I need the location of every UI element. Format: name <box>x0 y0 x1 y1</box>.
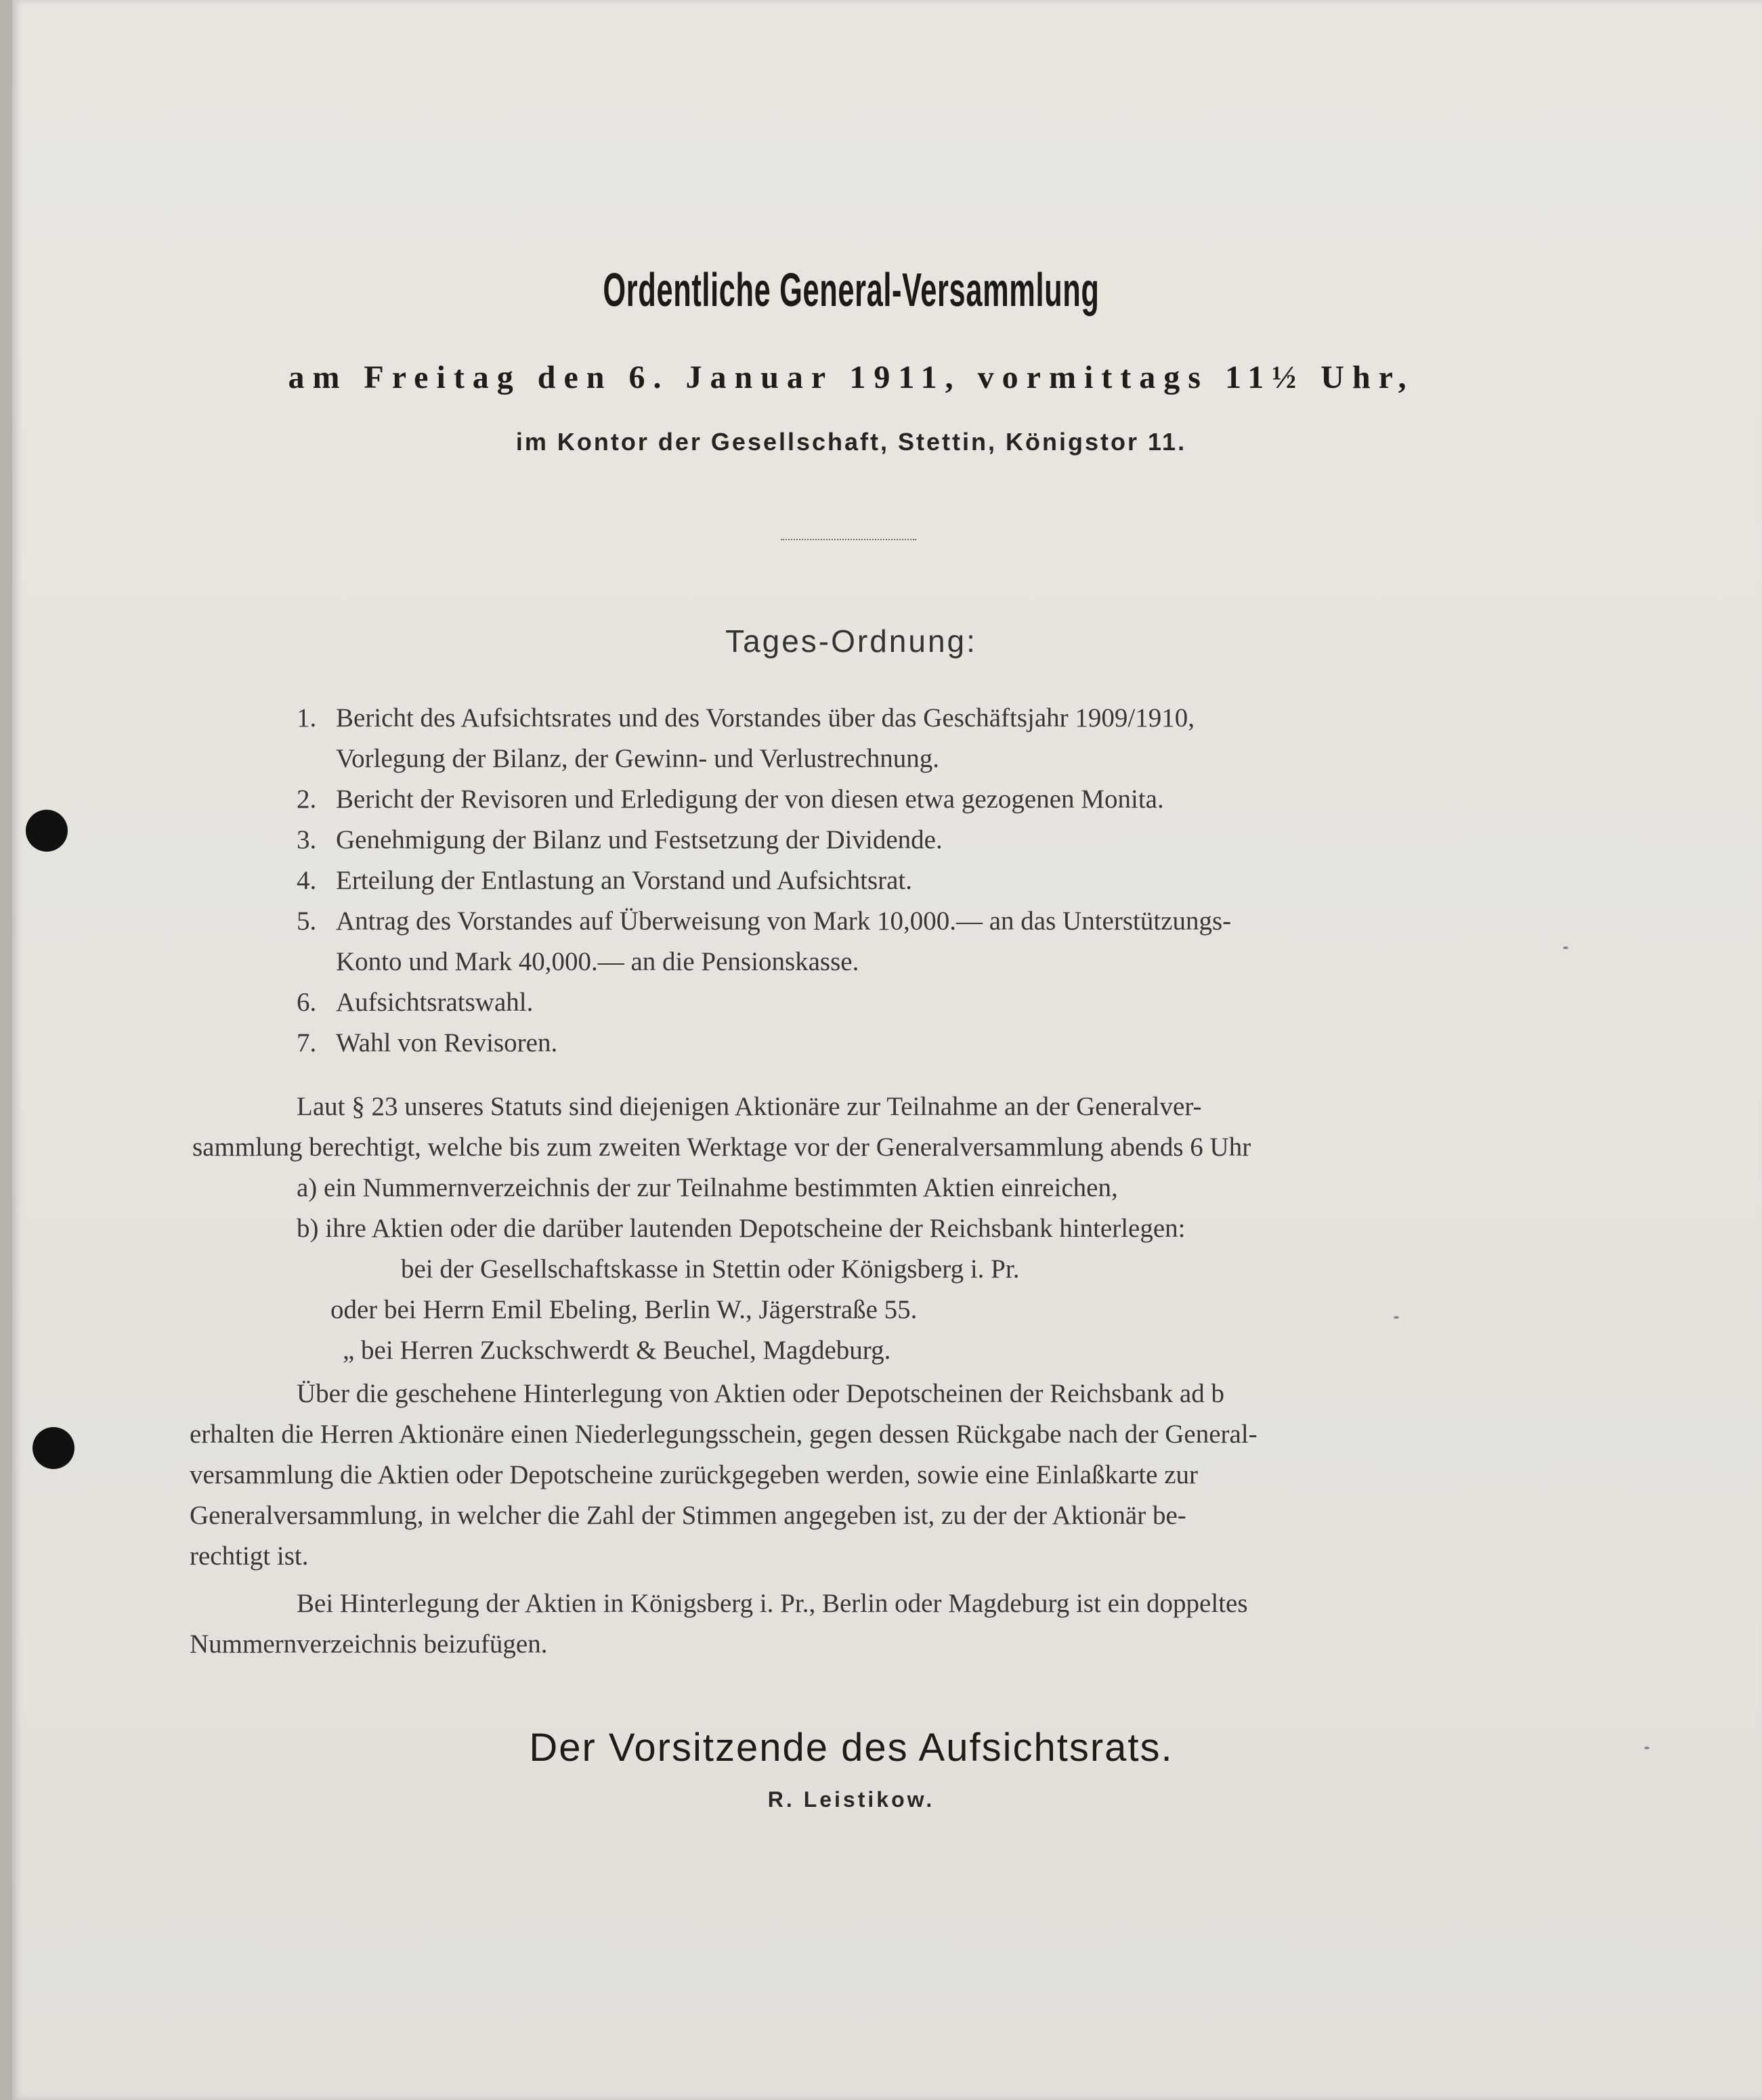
signature-role: Der Vorsitzende des Aufsichtsrats. <box>529 1726 1174 1770</box>
paragraph-line: oder bei Herrn Emil Ebeling, Berlin W., Jägerstraße 55. <box>330 1295 918 1324</box>
paragraph-line: Nummernverzeichnis beizufügen. <box>190 1629 548 1659</box>
document-title: Ordentliche General-Versammlung <box>603 263 1100 316</box>
ornamental-divider <box>781 535 916 540</box>
paragraph-line: Laut § 23 unseres Statuts sind diejenigen Aktionäre zur Teilnahme an der Generalver- <box>297 1092 1202 1121</box>
paragraph-line: sammlung berechtigt, welche bis zum zweiten Werktage vor der Generalversammlung abends 6 Uhr <box>192 1133 1251 1162</box>
agenda-number: 6. <box>297 988 317 1017</box>
agenda-number: 2. <box>297 785 317 814</box>
meeting-location-line: im Kontor der Gesellschaft, Stettin, Königstor 11. <box>515 428 1187 456</box>
paper-speck <box>1563 946 1568 949</box>
paragraph-line: Generalversammlung, in welcher die Zahl der Stimmen angegeben ist, zu der der Aktionär be- <box>190 1501 1186 1530</box>
paragraph-line: a) ein Nummernverzeichnis der zur Teilnahme bestimmten Aktien einreichen, <box>297 1173 1118 1202</box>
paragraph-line: bei der Gesellschaftskasse in Stettin oder Königsberg i. Pr. <box>401 1254 1020 1284</box>
agenda-item-line: Bericht der Revisoren und Erledigung der von diesen etwa gezogenen Monita. <box>336 785 1164 814</box>
signature-name: R. Leistikow. <box>767 1787 935 1812</box>
document-page <box>12 0 1762 2100</box>
agenda-item-line: Genehmigung der Bilanz und Festsetzung der Dividende. <box>336 825 943 854</box>
agenda-number: 1. <box>297 703 317 732</box>
paragraph-line: Bei Hinterlegung der Aktien in Königsberg i. Pr., Berlin oder Magdeburg ist ein doppeltes <box>297 1589 1248 1618</box>
agenda-number: 7. <box>297 1028 317 1057</box>
agenda-item-line: Antrag des Vorstandes auf Überweisung von Mark 10,000.— an das Unterstützungs- <box>336 906 1232 936</box>
paragraph-line: versammlung die Aktien oder Depotscheine zurückgegeben werden, sowie eine Einlaßkarte zur <box>190 1460 1199 1489</box>
punch-hole-lower <box>33 1427 74 1469</box>
agenda-item-line: Konto und Mark 40,000.— an die Pensionskasse. <box>336 947 859 976</box>
punch-hole-upper <box>26 810 68 852</box>
agenda-item-line: Bericht des Aufsichtsrates und des Vorstandes über das Geschäftsjahr 1909/1910, <box>336 703 1195 732</box>
paragraph-line: „ bei Herren Zuckschwerdt & Beuchel, Magdeburg. <box>343 1336 891 1365</box>
agenda-number: 4. <box>297 866 317 895</box>
paragraph-line: b) ihre Aktien oder die darüber lautenden Depotscheine der Reichsbank hinterlegen: <box>297 1214 1186 1243</box>
paragraph-line: rechtigt ist. <box>190 1541 309 1571</box>
agenda-item-line: Aufsichtsratswahl. <box>336 988 534 1017</box>
agenda-item-line: Vorlegung der Bilanz, der Gewinn- und Verlustrechnung. <box>336 744 940 773</box>
agenda-heading: Tages-Ordnung: <box>725 624 977 659</box>
paragraph-line: Über die geschehene Hinterlegung von Aktien oder Depotscheinen der Reichsbank ad b <box>297 1379 1224 1408</box>
agenda-item-line: Wahl von Revisoren. <box>336 1028 558 1057</box>
agenda-number: 5. <box>297 906 317 936</box>
meeting-date-line: am Freitag den 6. Januar 1911, vormittags 11½ Uhr, <box>288 359 1415 395</box>
agenda-number: 3. <box>297 825 317 854</box>
paper-speck <box>1394 1316 1399 1319</box>
paragraph-line: erhalten die Herren Aktionäre einen Niederlegungsschein, gegen dessen Rückgabe nach der General- <box>190 1420 1258 1449</box>
agenda-item-line: Erteilung der Entlastung an Vorstand und Aufsichtsrat. <box>336 866 913 895</box>
paper-speck <box>1644 1747 1650 1749</box>
